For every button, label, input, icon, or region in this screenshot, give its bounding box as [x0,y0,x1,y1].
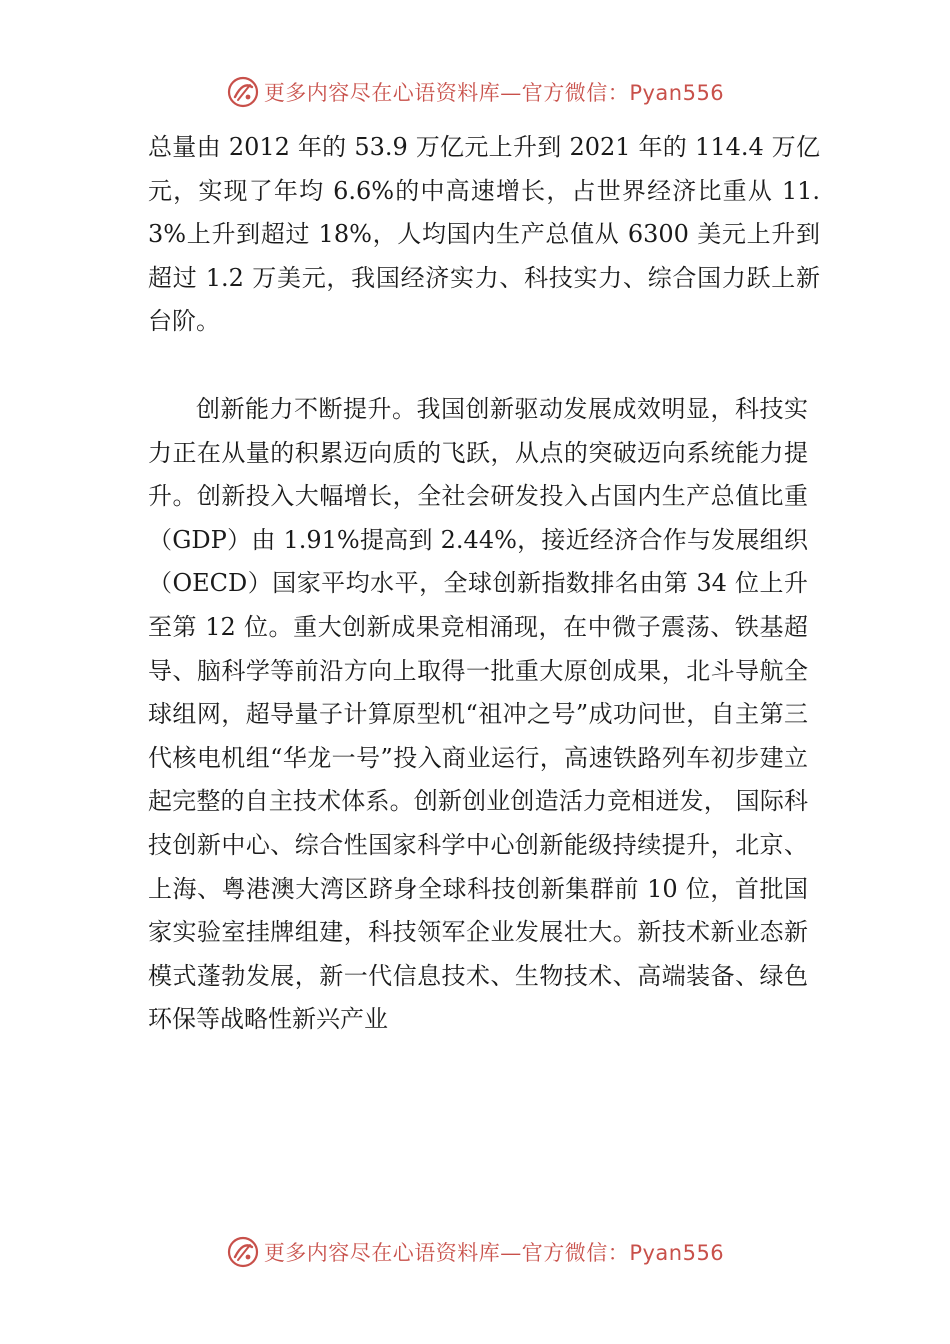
banner-slogan: 更多内容尽在心语资料库—官方微信： [263,1241,630,1265]
footer-watermark-banner [0,1232,950,1272]
library-logo-icon [226,75,260,109]
banner-slogan: 更多内容尽在心语资料库—官方微信： [263,81,630,105]
body-paragraph: 总量由 2012 年的 53.9 万亿元上升到 2021 年的 114.4 万亿元，实现了年均 6.6%的中高速增长，占世界经济比重从 11.3%上升到超过 18%，人均国内生产总值从 6300 美元上升到超过 1.2 万美元，我国经济实力、科技实力、综合国力跃上新台阶。 [148,133,820,336]
library-logo-icon [226,1235,260,1269]
banner-text [264,1237,724,1267]
body-paragraph: 创新能力不断提升。我国创新驱动发展成效明显，科技实力正在从量的积累迈向质的飞跃，从点的突破迈向系统能力提升。创新投入大幅增长，全社会研发投入占国内生产总值比重（GDP）由 1.91%提高到 2.44%，接近经济合作与发展组织（OECD）国家平均水平，全球创新指数排名由第 34 位上升至第 12 位。重大创新成果竞相涌现，在中微子震荡、铁基超导、脑科学等前沿方向上取得一批重大原创成果，北斗导航全球组网，超导量子计算原型机“祖冲之号”成功问世，自主第三代核电机组“华龙一号”投入商业运行，高速铁路列车初步建立起完整的自主技术体系。创新创业创造活力竞相迸发， 国际科技创新中心、综合性国家科学中心创新能级持续提升，北京、上海、粤港澳大湾区跻身全球科技创新集群前 10 位，首批国家实验室挂牌组建，科技领军企业发展壮大。新技术新业态新模式蓬勃发展，新一代信息技术、生物技术、高端装备、绿色环保等战略性新兴产业 [148,394,808,1034]
header-watermark-banner [0,72,950,112]
document-body [148,126,828,1042]
banner-text [264,77,724,107]
banner-wechat-id: Pyan556 [629,81,725,105]
banner-wechat-id: Pyan556 [629,1241,725,1265]
